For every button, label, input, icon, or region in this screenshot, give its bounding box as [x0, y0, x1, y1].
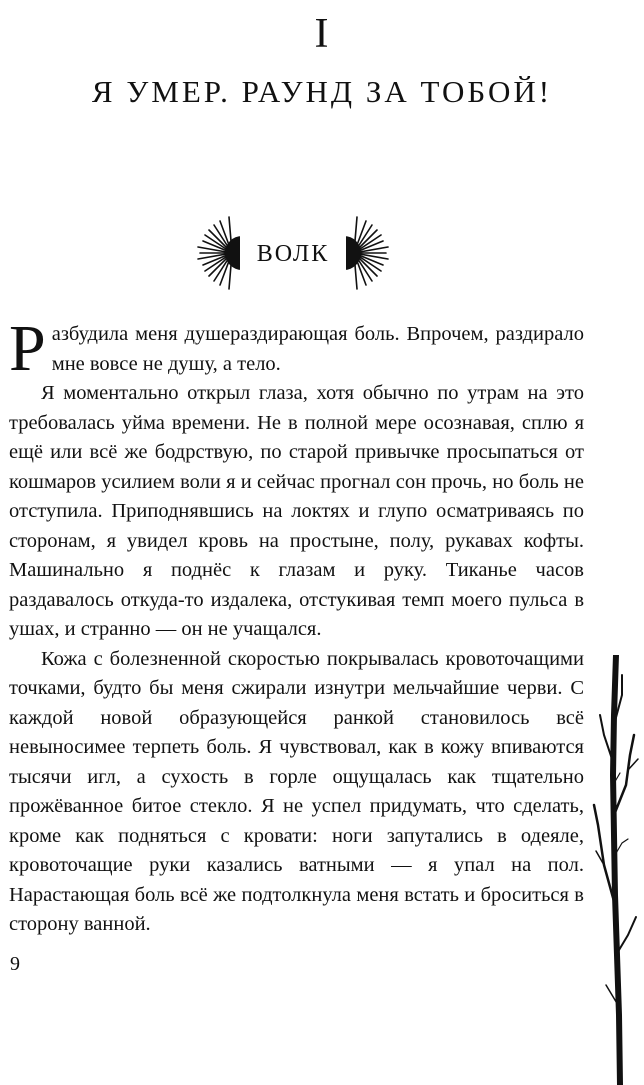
- section-label: ВОЛК: [256, 241, 330, 267]
- body-text: [9, 312, 584, 940]
- section-heading: [0, 210, 644, 300]
- chapter-number: I: [314, 11, 330, 57]
- sun-half-right-icon: [340, 214, 390, 292]
- paragraph-1: [9, 312, 584, 385]
- page-number: 9: [10, 953, 20, 975]
- paragraph-2: Я моментально открыл глаза, хотя обычно по утрам на это требовалась уйма времени. Не в полной мере осознавая, сплю я ещё или всё же бодрствую, по старой привычке просыпаться от кошмаров усилием воли я и сейчас прогнал сон прочь, но боль не отступила. Приподнявшись на локтях и глупо осматриваясь по сторонам, я увидел кровь на простыне, полу, рукавах кофты. Машинально я поднёс к глазам и руку. Тиканье часов раздавалось откуда-то издалека, отстукивая темп моего пульса в ушах, и странно — он не учащался.: [9, 382, 584, 640]
- sun-half-left-icon: [196, 214, 246, 292]
- drop-cap: Р: [9, 312, 46, 385]
- paragraph-1-text: азбудила меня душераздирающая боль. Впрочем, раздирало мне вовсе не душу, а тело.: [51, 323, 584, 375]
- paragraph-3: Кожа с болезненной скоростью покрывалась кровоточащими точками, будто бы меня сжирали изнутри мельчайшие черви. С каждой новой образующейся ранкой становилось всё невыносимее терпеть боль. Я чувствовал, как в кожу впиваются тысячи игл, а сухость в горле ощущалась как тщательно прожёванное битое стекло. Я не успел придумать, что сделать, кроме как подняться с кровати: ноги запутались в одеяле, кровоточащие руки казались ватными — я упал на пол. Нарастающая боль всё же подтолкнула меня встать и броситься в сторону ванной.: [9, 647, 584, 935]
- chapter-title: Я УМЕР. РАУНД ЗА ТОБОЙ!: [91, 74, 553, 109]
- bare-tree-icon: [592, 655, 644, 1085]
